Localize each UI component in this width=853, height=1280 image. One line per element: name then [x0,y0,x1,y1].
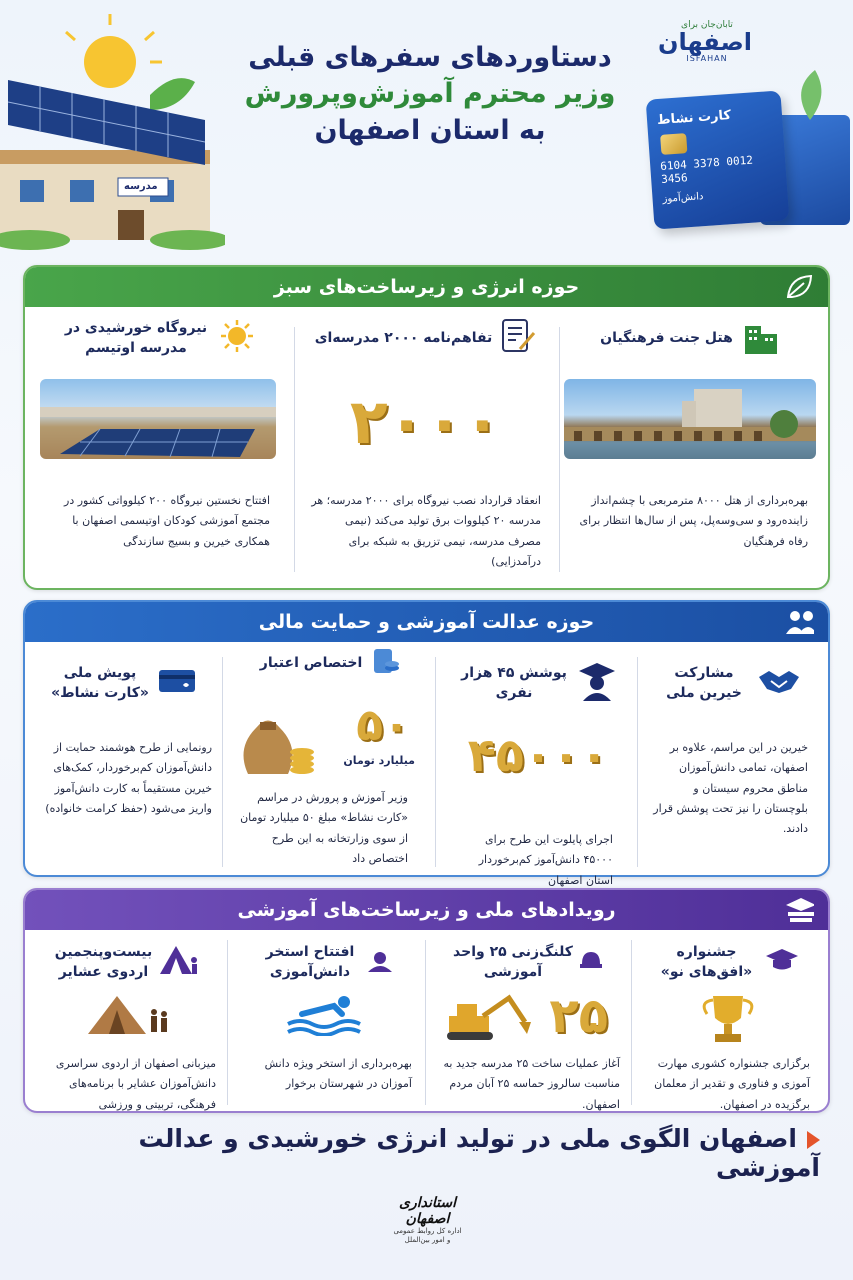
graduate-icon [577,661,617,705]
lifebuoy-icon [366,946,394,978]
pool-title: افتتاح استخر دانش‌آموزی [265,943,355,980]
section-energy [23,265,830,590]
coins-icon [370,646,400,680]
card-number: 6104 3378 0012 3456 [659,153,754,186]
triangle-icon [807,1131,820,1149]
groundbreaking-text: آغاز عملیات ساخت ۲۵ مدرسه جدید به مناسبت سالروز حماسه ۲۵ آبان مردم اصفهان. [443,1057,620,1111]
divider [222,657,223,867]
card-campaign [28,648,218,816]
divider [559,327,560,572]
credit-number: ۵۰ [356,700,410,751]
groundbreaking-number: ۲۵ [549,988,608,1044]
footer-slogan [35,1124,820,1182]
leaf-icon [790,70,830,120]
card-owner: دانش‌آموز [662,191,704,205]
leaf-icon [784,273,814,301]
solar-text: افتتاح نخستین نیروگاه ۲۰۰ کیلوواتی کشور در مجتمع آموزشی کودکان اوتیسمی اصفهان با همکاری خیرین و بسیج سازندگی [64,494,270,548]
logo-small-text: تابان‌جان برای [681,20,733,30]
handshake-icon [757,665,801,701]
section-energy-title: حوزه انرژی و زیرساخت‌های سبز [273,276,580,298]
solar-title: نیروگاه خورشیدی در مدرسه اوتیسم [64,319,208,356]
isfahan-logo [657,20,752,90]
divider [631,940,632,1105]
hotel-photo [564,379,816,459]
page-title [230,40,630,149]
card-festival [635,936,820,1111]
title-line-2: وزیر محترم آموزش‌وپرورش [244,78,616,110]
divider [435,657,436,867]
camp-title: بیست‌وپنجمین اردوی عشایر [54,943,153,980]
coverage-title: پوشش ۴۵ هزار نفری [461,664,567,701]
people-icon [784,608,814,636]
groundbreaking-title: کلنگ‌زنی ۲۵ واحد آموزشی [453,943,573,980]
footer-slogan-text: اصفهان الگوی ملی در تولید انرژی خورشیدی و عدالت آموزشی [138,1124,820,1182]
signature-sub-2: و امور بین‌الملل [404,1236,451,1245]
campaign-title: پویش ملی «کارت نشاط» [51,664,149,701]
credit-unit: میلیارد تومان [343,754,415,767]
card-mou [298,313,553,569]
card-hotel [563,313,818,548]
festival-text: برگزاری جشنواره کشوری مهارت آموزی و فناوری و تقدیر از معلمان برگزیده در اصفهان. [654,1057,810,1111]
divider [294,327,295,572]
camp-tent-illustration [29,990,224,1044]
section-equity-title: حوزه عدالت آموزشی و حمایت مالی [258,611,595,633]
section-equity [23,600,830,887]
graduation-cap-icon [765,947,799,977]
coverage-text: اجرای پایلوت این طرح برای ۴۵۰۰۰ دانش‌آموز کم‌برخوردار استان اصفهان [478,833,613,887]
document-icon [500,317,536,359]
camp-text: میزبانی اصفهان از اردوی سراسری دانش‌آموزان عشایر با برنامه‌های فرهنگی، تربیتی و ورزشی [55,1057,216,1111]
mou-number: ۲۰۰۰ [349,385,502,458]
tent-icon [160,944,200,980]
trophy-icon [635,992,820,1051]
card-chip-icon [660,133,687,155]
card-pool [232,936,422,1091]
mou-text: انعقاد قرارداد نصب نیروگاه برای ۲۰۰۰ مدرسه؛ هر مدرسه ۲۰ کیلووات برق تولید می‌کند (نیمی مصرف مدرسه، نیمی تزریق به شبکه برای درآمدزایی) [311,494,541,569]
credit-text: وزیر آموزش و پرورش در مراسم «کارت نشاط» مبلغ ۵۰ میلیارد تومان از سوی وزارتخانه به این طرح اختصاص داد [240,791,408,866]
section-events-title: رویدادهای ملی و زیرساخت‌های آموزشی [237,899,616,921]
nashat-card [646,90,790,229]
card-credit [230,648,430,866]
card-groundbreaking [428,936,628,1111]
logo-big-text: اصفهان [657,28,752,56]
signature-sub-1: اداره کل روابط عمومی [393,1227,462,1235]
credit-title: اختصاص اعتبار [259,654,363,671]
pool-text: بهره‌برداری از استخر ویژه دانش آموزان در شهرستان برخوار [264,1057,412,1091]
divider [227,940,228,1105]
mou-title: تفاهم‌نامه ۲۰۰۰ مدرسه‌ای [314,329,493,346]
donors-text: خیرین در این مراسم، علاوه بر اصفهان، تمامی دانش‌آموزان مناطق محروم سیستان و بلوچستان را نیز تحت پوشش قرار دادند. [653,741,808,836]
festival-title: جشنواره «افق‌های نو» [660,943,753,980]
building-icon [741,318,781,358]
section-events [23,888,830,1113]
swimmer-icon [232,992,422,1040]
card-title: کارت نشاط [656,107,732,129]
card-donors [640,648,820,836]
card-camp [29,936,224,1111]
section-events-header [25,890,828,930]
school-illustration [0,0,225,250]
helmet-icon [579,948,603,976]
divider [425,940,426,1105]
title-line-1: دستاوردهای سفرهای قبلی [248,42,612,73]
solar-plant-photo [40,379,276,459]
coverage-number: ۴۵۰۰۰ [467,728,609,782]
card-solar [28,313,288,548]
card-icon [158,667,196,699]
excavator-icon [443,992,533,1048]
section-equity-header [25,602,828,642]
card-coverage [443,648,633,887]
hotel-text: بهره‌برداری از هتل ۸۰۰۰ مترمربعی با چشم‌انداز زاینده‌رود و سی‌وسه‌پل، پس از سال‌ها انتظار برای رفاه فرهنگیان [579,494,808,548]
title-line-3: به استان اصفهان [314,114,546,146]
divider [637,657,638,867]
campaign-text: رونمایی از طرح هوشمند حمایت از دانش‌آموزان کم‌برخوردار، کمک‌های خیرین مستقیماً به کارت دانش‌آموز واریز می‌شود (حفظ کرامت خانواده) [45,741,212,816]
school-sign: مدرسه [124,181,158,192]
signature-logo [380,1195,475,1255]
signature-main: استانداری اصفهان [399,1195,456,1227]
money-bag-icon [238,708,318,778]
donors-title: مشارکت خیرین ملی [666,664,742,701]
books-icon [784,896,814,924]
sun-icon [219,318,255,358]
section-energy-header [25,267,828,307]
logo-english: ISFAHAN [686,54,728,63]
hotel-title: هتل جنت فرهنگیان [600,329,733,346]
